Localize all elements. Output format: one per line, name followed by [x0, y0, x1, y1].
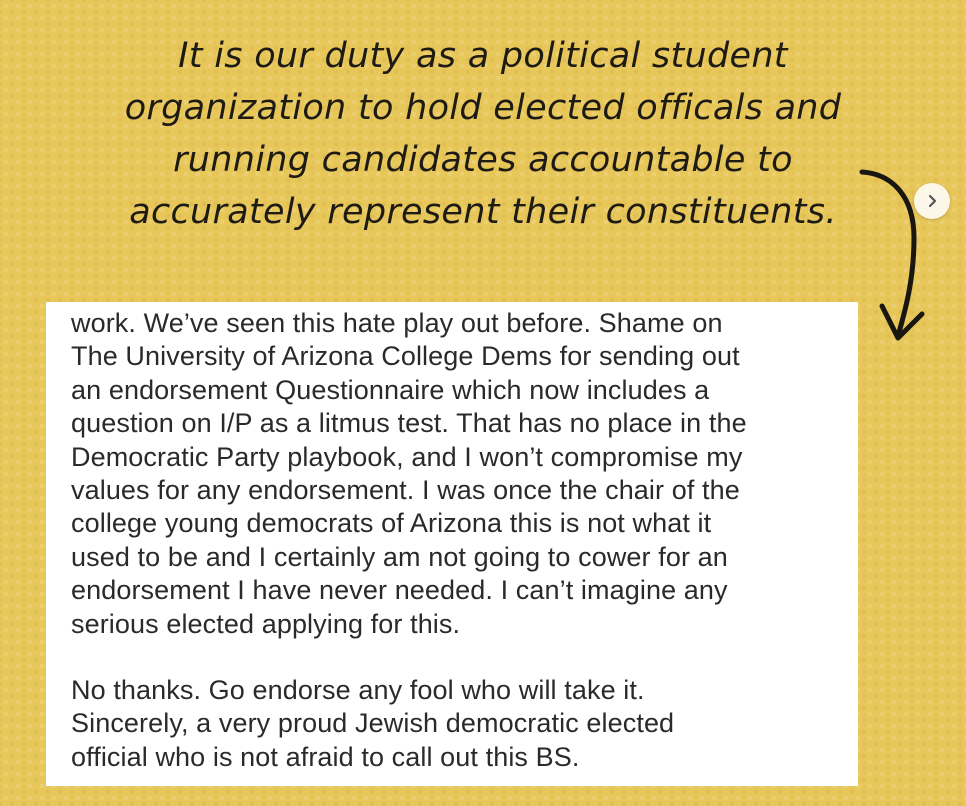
post-line: question on I/P as a litmus test. That has no place in the — [71, 408, 747, 439]
post-line: college young democrats of Arizona this is not what it — [71, 508, 712, 539]
headline — [20, 30, 946, 238]
post-line: official who is not afraid to call out this BS. — [71, 741, 580, 772]
chevron-right-icon — [925, 194, 939, 208]
post-line: an endorsement Questionnaire which now includes a — [71, 374, 710, 405]
post-paragraph — [71, 674, 838, 774]
headline-line: organization to hold elected officals and — [124, 88, 842, 128]
post-line: The University of Arizona College Dems for sending out — [71, 341, 740, 372]
post-paragraph — [71, 307, 838, 641]
headline-line: accurately represent their constituents. — [129, 192, 837, 232]
headline-line: It is our duty as a political student — [178, 36, 788, 76]
post-line: No thanks. Go endorse any fool who will take it. — [71, 675, 645, 706]
post-line: serious elected applying for this. — [71, 608, 461, 639]
next-slide-button[interactable] — [914, 183, 950, 219]
post-line: values for any endorsement. I was once the chair of the — [71, 475, 740, 506]
post-line: used to be and I certainly am not going to cower for an — [71, 541, 728, 572]
headline-line: running candidates accountable to — [173, 140, 793, 180]
post-line: Democratic Party playbook, and I won’t compromise my — [71, 441, 743, 472]
post-line: work. We’ve seen this hate play out before. Shame on — [71, 308, 723, 338]
post-line: endorsement I have never needed. I can’t imagine any — [71, 575, 728, 606]
post-line: Sincerely, a very proud Jewish democratic elected — [71, 708, 675, 739]
post-screenshot — [46, 302, 858, 786]
